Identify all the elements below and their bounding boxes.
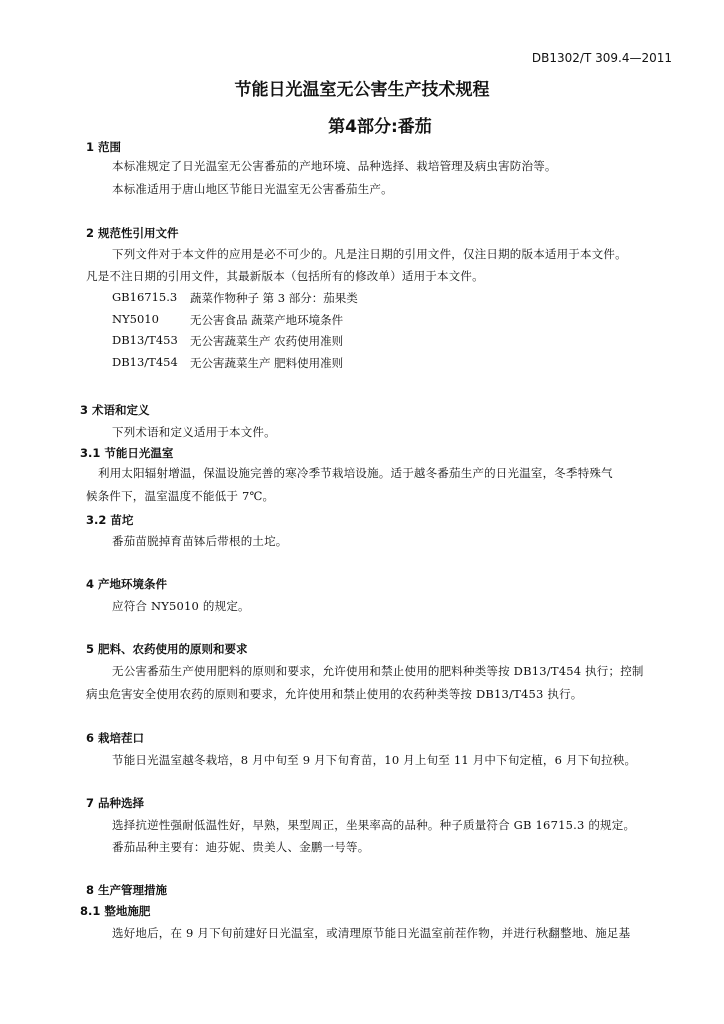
section-3-heading: 3 术语和定义 xyxy=(80,403,150,417)
section-3-1-heading: 3.1 节能日光温室 xyxy=(80,446,174,460)
document-subtitle: 第4部分:番茄 xyxy=(328,117,432,137)
section-8-1-heading: 8.1 整地施肥 xyxy=(80,904,151,918)
section-8-1-line-1: 选好地后，在 9 月下旬前建好日光温室，或清理原节能日光温室前茬作物，并进行秋翻整地、施足基 xyxy=(112,926,631,940)
reference-code: DB13/T454 xyxy=(112,354,178,369)
section-8-heading: 8 生产管理措施 xyxy=(86,883,168,897)
section-6-paragraph: 节能日光温室越冬栽培，8 月中旬至 9 月下旬育苗，10 月上旬至 11 月中下旬定植，6 月下旬拉秧。 xyxy=(112,753,637,767)
document-title: 节能日光温室无公害生产技术规程 xyxy=(234,80,490,100)
document-code: DB1302/T 309.4—2011 xyxy=(531,51,672,65)
section-3-2-heading: 3.2 苗坨 xyxy=(86,513,134,527)
section-5-heading: 5 肥料、农药使用的原则和要求 xyxy=(86,642,248,656)
reference-title: 无公害蔬菜生产 肥料使用准则 xyxy=(190,355,344,370)
reference-code: GB16715.3 xyxy=(112,290,178,304)
section-2-paragraph-line-2: 凡是不注日期的引用文件，其最新版本（包括所有的修改单）适用于本文件。 xyxy=(86,269,484,283)
section-6-heading: 6 栽培茬口 xyxy=(86,731,145,745)
section-3-1-line-1: 利用太阳辐射增温，保温设施完善的寒冷季节栽培设施。适于越冬番茄生产的日光温室，冬季特殊气 xyxy=(98,466,613,480)
section-3-paragraph: 下列术语和定义适用于本文件。 xyxy=(112,425,276,439)
section-4-paragraph: 应符合 NY5010 的规定。 xyxy=(112,599,250,613)
reference-title: 无公害食品 蔬菜产地环境条件 xyxy=(190,312,344,327)
section-2-paragraph-line-1: 下列文件对于本文件的应用是必不可少的。凡是注日期的引用文件，仅注日期的版本适用于本文件。 xyxy=(112,247,627,261)
section-7-heading: 7 品种选择 xyxy=(86,796,145,810)
section-5-line-1: 无公害番茄生产使用肥料的原则和要求，允许使用和禁止使用的肥料种类等按 DB13/T454 执行；控制 xyxy=(112,664,644,678)
reference-row xyxy=(112,290,358,312)
reference-code: NY5010 xyxy=(112,311,159,326)
section-2-heading: 2 规范性引用文件 xyxy=(86,226,179,240)
section-1-paragraph-1: 本标准规定了日光温室无公害番茄的产地环境、品种选择、栽培管理及病虫害防治等。 xyxy=(112,159,557,173)
reference-code: DB13/T453 xyxy=(112,333,178,347)
section-7-paragraph-2: 番茄品种主要有：迪芬妮、贵美人、金鹏一号等。 xyxy=(112,840,370,854)
reference-row xyxy=(112,333,358,355)
section-1-heading: 1 范围 xyxy=(86,140,122,154)
section-3-1-line-2: 候条件下，温室温度不能低于 7℃。 xyxy=(86,489,275,503)
reference-title: 无公害蔬菜生产 农药使用准则 xyxy=(190,334,344,348)
reference-title: 蔬菜作物种子 第 3 部分：茄果类 xyxy=(190,291,358,305)
section-7-paragraph-1: 选择抗逆性强耐低温性好，早熟，果型周正，坐果率高的品种。种子质量符合 GB 16715.3 的规定。 xyxy=(112,818,636,832)
section-4-heading: 4 产地环境条件 xyxy=(86,577,168,591)
reference-row xyxy=(112,312,358,334)
reference-row xyxy=(112,355,358,377)
section-5-line-2: 病虫危害安全使用农药的原则和要求，允许使用和禁止使用的农药种类等按 DB13/T453 执行。 xyxy=(86,687,583,701)
section-3-2-paragraph: 番茄苗脱掉育苗钵后带根的土坨。 xyxy=(112,534,288,548)
section-1-paragraph-2: 本标准适用于唐山地区节能日光温室无公害番茄生产。 xyxy=(112,182,393,196)
reference-list xyxy=(112,290,358,376)
